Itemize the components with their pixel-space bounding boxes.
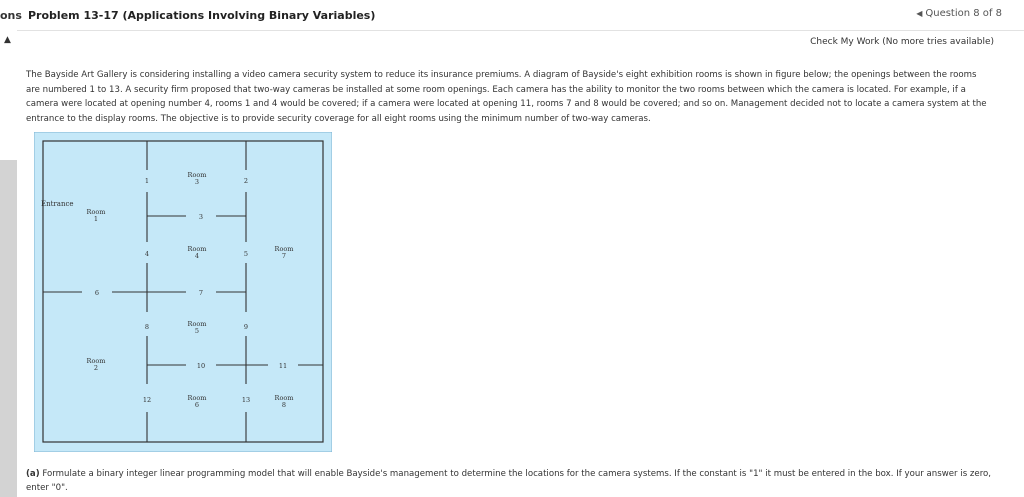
- room-1-number: 1: [93, 215, 99, 223]
- room-1-word: Room: [86, 208, 106, 216]
- opening-8: 8: [144, 323, 150, 331]
- chevron-left-icon[interactable]: ◀: [916, 9, 923, 18]
- opening-11: 11: [278, 362, 288, 370]
- problem-title: Problem 13-17 (Applications Involving Binary Variables): [28, 9, 376, 22]
- question-nav[interactable]: [916, 8, 1002, 19]
- opening-13: 13: [241, 396, 251, 404]
- room-6-number: 6: [194, 401, 200, 409]
- left-sidebar: [0, 30, 17, 497]
- problem-description: The Bayside Art Gallery is considering installing a video camera security system to reduce its insurance premiums. A diagram of Bayside's eight exhibition rooms is shown in figure below; the openings between the rooms are numbered 1 to 13. A security firm proposed that two-way cameras be installed at some room openings. Each camera has the ability to monitor the two rooms between which the camera is located. For example, if a camera were located at opening number 4, rooms 1 and 4 would be covered; if a camera were located at opening 11, rooms 7 and 8 would be covered; and so on. Management decided not to locate a camera system at the entrance to the display rooms. The objective is to provide security coverage for all eight rooms using the minimum number of two-way cameras.: [26, 70, 987, 124]
- room-8-number: 8: [281, 401, 287, 409]
- room-3-word: Room: [187, 171, 207, 179]
- check-my-work[interactable]: Check My Work (No more tries available): [810, 37, 994, 47]
- gallery-diagram: [34, 132, 332, 452]
- room-5-number: 5: [194, 327, 200, 335]
- opening-5: 5: [243, 250, 249, 258]
- room-5-word: Room: [187, 320, 207, 328]
- room-3-number: 3: [194, 178, 200, 186]
- opening-6: 6: [94, 289, 100, 297]
- question-a-label: (a): [26, 469, 40, 479]
- opening-3: 3: [198, 213, 204, 221]
- room-4-number: 4: [194, 252, 200, 260]
- question-nav-label: Question 8 of 8: [925, 8, 1002, 19]
- opening-12: 12: [142, 396, 152, 404]
- collapse-up-icon[interactable]: ▲: [4, 35, 11, 45]
- room-8-word: Room: [274, 394, 294, 402]
- section-tab[interactable]: ons: [0, 9, 22, 22]
- room-2-number: 2: [93, 364, 99, 372]
- opening-1: 1: [144, 177, 150, 185]
- question-a-text: Formulate a binary integer linear programming model that will enable Bayside's management to determine the locations for the camera systems. If the constant is "1" it must be entered in the box. If your answer is zero, enter "0".: [26, 469, 992, 493]
- room-7-number: 7: [281, 252, 287, 260]
- question-a: [26, 467, 1006, 495]
- room-6-word: Room: [187, 394, 207, 402]
- opening-9: 9: [243, 323, 249, 331]
- gallery-floorplan: [34, 132, 332, 452]
- opening-2: 2: [243, 177, 249, 185]
- opening-4: 4: [144, 250, 150, 258]
- sidebar-panel: [0, 160, 17, 497]
- opening-10: 10: [196, 362, 206, 370]
- room-4-word: Room: [187, 245, 207, 253]
- entrance-label: Entrance: [41, 200, 74, 208]
- room-7-word: Room: [274, 245, 294, 253]
- top-bar: [0, 0, 1024, 31]
- opening-7: 7: [198, 289, 204, 297]
- room-2-word: Room: [86, 357, 106, 365]
